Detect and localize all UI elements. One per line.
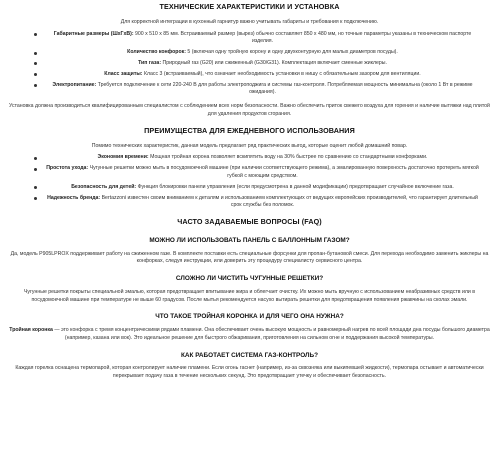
faq-answer	[6, 327, 493, 343]
list-item-text: Требуется подключение к сети 220-240 В для работы электроподжига и системы газ-контроля. Потребляемая мощность минимальна (около 1 Вт в режиме ожидания).	[97, 81, 473, 96]
faq-question: МОЖНО ЛИ ИСПОЛЬЗОВАТЬ ПАНЕЛЬ С БАЛЛОННЫМ ГАЗОМ?	[149, 236, 350, 244]
benefits-list	[6, 154, 493, 210]
list-item-label: Экономия времени:	[97, 154, 149, 161]
list-item-text: Класс 3 (встраиваемый), что означает необходимость установки в нишу с обязательным зазором для вентиляции.	[143, 70, 421, 77]
list-item-text: Мощная тройная корона позволяет вскипятить воду на 30% быстрее по сравнению со стандартными конфорками.	[150, 154, 428, 161]
faq-answer-text: — это конфорка с тремя концентрическими рядами пламени. Она обеспечивает очень высокую мощность и равномерный нагрев по всей площади дна посуды большого диаметра (например, казана или вок). Это идеальное решение для быстрого обжаривания, приготовления на сильном огне и поддержания высокой температуры.	[52, 326, 490, 341]
faq-answer: Да, модель P905LPROX поддерживает работу на сжиженном газе. В комплекте поставки есть специальные форсунки для пропан-бутановой смеси. Для перехода необходимо заменить жиклеры на конфорках, следуя инструкции, или доверить эту процедуру специалисту сервисного центра.	[10, 250, 489, 265]
list-item-label: Электропитание:	[52, 81, 97, 88]
specs-outro: Установка должна производиться квалифицированным специалистом с соблюдением всех норм безопасности. Важно обеспечить приток свежего воздуха для горения и наличие вытяжки над плитой для удаления продуктов сгорания.	[9, 103, 490, 117]
list-item	[46, 184, 479, 192]
faq-question: СЛОЖНО ЛИ ЧИСТИТЬ ЧУГУННЫЕ РЕШЕТКИ?	[175, 275, 324, 283]
specs-intro: Для корректной интеграции в кухонный гарнитур важно учитывать габариты и требования к подключению.	[120, 18, 379, 25]
list-item	[46, 60, 479, 68]
faq-answer: Чугунные решетки покрыты специальной эмалью, которая предотвращает впитывание жира и облегчает очистку. Их можно мыть вручную с использованием неабразивных средств или в посудомоечной машине при температуре не выше 60 градусов. После мытья рекомендуется насухо вытирать решетки для предотвращения появления ржавчины на сколах эмали.	[23, 288, 476, 303]
list-item	[46, 154, 479, 162]
faq-answer-term: Тройная коронка	[9, 326, 53, 333]
faq-question: ЧТО ТАКОЕ ТРОЙНАЯ КОРОНКА И ДЛЯ ЧЕГО ОНА НУЖНА?	[155, 313, 344, 321]
list-item	[46, 82, 479, 98]
list-item-text: Функция блокировки панели управления (если предусмотрена в данной модификации) предотвращает случайное включение газа.	[137, 183, 454, 190]
list-item	[46, 165, 479, 181]
list-item-label: Простота ухода:	[46, 165, 89, 172]
list-item-text: Чугунные решетки можно мыть в посудомоечной машине (при наличии соответствующего режима), а эмалированную поверхность достаточно протереть мягкой губкой с моющим средством.	[89, 165, 479, 179]
list-item	[46, 195, 479, 211]
list-item-text: 5 (включая одну тройную корону и одну двухконтурную для малых диаметров посуды).	[187, 49, 398, 56]
list-item-text: Bertazzoni известен своим вниманием к деталям и использованием комплектующих от ведущих европейских производителей, что гарантирует длительный срок службы без поломок.	[101, 194, 478, 209]
faq-answer: Каждая горелка оснащена термопарой, которая контролирует наличие пламени. Если огонь гаснет (например, из-за сквозняка или выкипевшей жидкости), термопара остывает и автоматически перекрывает подачу газа в течение нескольких секунд. Это предотвращает утечку и обеспечивает безопасность.	[15, 365, 484, 379]
list-item-label: Класс защиты:	[104, 70, 143, 77]
list-item-label: Габаритные размеры (ШxГxВ):	[53, 30, 134, 37]
faq-heading: ЧАСТО ЗАДАВАЕМЫЕ ВОПРОСЫ (FAQ)	[177, 217, 322, 227]
specs-list	[6, 31, 493, 98]
list-item-label: Надежность бренда:	[47, 194, 101, 201]
list-item-text: Природный газ (G20) или сжиженный (G30/G31). Комплектация включает сменные жиклеры.	[162, 59, 387, 66]
list-item	[46, 71, 479, 79]
list-item-text: 900 x 510 x 85 мм. Встраиваемый размер (вырез) обычно составляет 850 x 480 мм, но точные параметры указаны в техническом паспорте изделия.	[135, 30, 472, 45]
benefits-heading: ПРЕИМУЩЕСТВА ДЛЯ ЕЖЕДНЕВНОГО ИСПОЛЬЗОВАНИЯ	[144, 125, 355, 135]
faq-question: КАК РАБОТАЕТ СИСТЕМА ГАЗ-КОНТРОЛЬ?	[181, 351, 318, 359]
specs-heading: ТЕХНИЧЕСКИЕ ХАРАКТЕРИСТИКИ И УСТАНОВКА	[159, 2, 340, 11]
list-item-label: Количество конфорок:	[127, 49, 186, 56]
list-item	[46, 31, 479, 47]
list-item	[46, 49, 479, 57]
list-item-label: Безопасность для детей:	[71, 183, 137, 190]
list-item-label: Тип газа:	[138, 59, 162, 66]
benefits-intro: Помимо технических характеристик, данная модель предлагает ряд практических выгод, которые оценит любой домашний повар.	[91, 142, 408, 149]
